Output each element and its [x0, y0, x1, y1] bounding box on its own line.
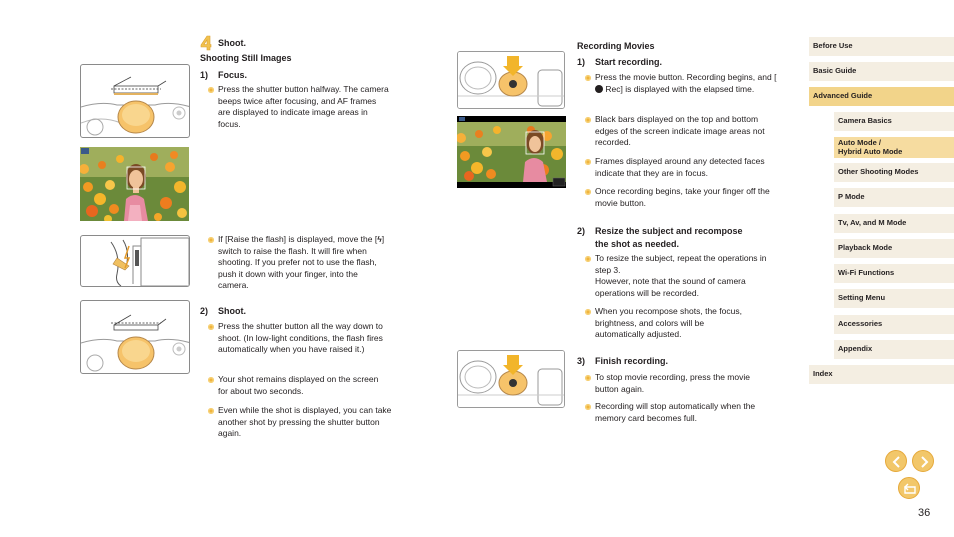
shoot-bullet-2: Your shot remains displayed on the screen for about two seconds. [218, 374, 390, 397]
movie-button-illustration-start [457, 51, 565, 109]
finish-step-title: Finish recording. [595, 356, 669, 366]
start-recording-heading [577, 57, 662, 67]
return-icon [899, 478, 921, 500]
step-number-icon [198, 35, 212, 51]
flash-bullet-text-b: ] switch to raise the flash. It will fire when shooting. If you prefer not to use the flash, push it down with your finger, into the camera. [218, 234, 385, 290]
start-step-title: Start recording. [595, 57, 663, 67]
focus-bullet: Press the shutter button halfway. The camera beeps twice after focusing, and AF frames are displayed to indicate image areas in focus. [218, 84, 389, 129]
section-title-still: Shooting Still Images [200, 53, 292, 63]
nav-wifi-functions[interactable]: Wi-Fi Functions [834, 264, 954, 283]
flash-icon: ϟ [377, 234, 382, 244]
step-title: Shoot. [218, 38, 246, 48]
resize-step-title-2: the shot as needed. [595, 239, 680, 249]
focus-step-number: 1) [200, 70, 209, 80]
shoot-step-heading [200, 306, 246, 316]
resize-step-heading [577, 225, 743, 251]
movie-recording-screen [457, 116, 566, 188]
shoot-step-title: Shoot. [218, 306, 246, 316]
flash-switch-illustration [80, 235, 190, 287]
shutter-full-press-illustration [80, 300, 190, 374]
page-number: 36 [918, 507, 931, 519]
nav-other-shooting-modes[interactable]: Other Shooting Modes [834, 163, 954, 182]
nav-before-use[interactable]: Before Use [809, 37, 954, 56]
arrow-right-icon [913, 451, 935, 473]
finish-step-heading [577, 356, 668, 366]
section-title-movies: Recording Movies [577, 41, 655, 51]
start-step-number: 1) [577, 57, 586, 67]
nav-playback-mode[interactable]: Playback Mode [834, 239, 954, 258]
start-bullet-3: Frames displayed around any detected faces indicate that they are in focus. [595, 156, 770, 179]
resize-bullet-2: When you recompose shots, the focus, brightness, and colors will be automatically adjusted. [595, 306, 755, 341]
nav-index[interactable]: Index [809, 365, 954, 384]
resize-bullet-1 [595, 253, 770, 299]
nav-advanced-guide[interactable]: Advanced Guide [809, 87, 954, 106]
nav-basic-guide[interactable]: Basic Guide [809, 62, 954, 81]
focus-step-title: Focus. [218, 70, 248, 80]
nav-camera-basics[interactable]: Camera Basics [834, 112, 954, 131]
nav-appendix[interactable]: Appendix [834, 340, 954, 359]
resize-bullet-1-line-1: To resize the subject, repeat the operations in step 3. [595, 253, 767, 275]
start-bullet-1-text-a: Press the movie button. Recording begins, and [ [595, 72, 777, 82]
previous-page-button[interactable] [885, 450, 907, 472]
af-frame-photo-preview [80, 147, 189, 221]
shoot-bullet-3: Even while the shot is displayed, you can take another shot by pressing the shutter button again. [218, 405, 394, 440]
finish-bullet-1: To stop movie recording, press the movie button again. [595, 372, 775, 395]
start-bullet-1-text-b: Rec] is displayed with the elapsed time. [603, 83, 755, 94]
resize-step-title-1: Resize the subject and recompose [595, 226, 743, 236]
resize-step-number: 2) [577, 226, 586, 236]
nav-accessories[interactable]: Accessories [834, 315, 954, 334]
arrow-left-icon [886, 451, 908, 473]
nav-setting-menu[interactable]: Setting Menu [834, 289, 954, 308]
start-bullet-4: Once recording begins, take your finger off the movie button. [595, 186, 773, 209]
next-page-button[interactable] [912, 450, 934, 472]
nav-auto-mode[interactable]: Auto Mode / Hybrid Auto Mode [834, 137, 954, 158]
flash-bullet [218, 234, 390, 292]
finish-step-number: 3) [577, 356, 586, 366]
resize-bullet-1-line-2: However, note that the sound of camera operations will be recorded. [595, 276, 746, 298]
nav-tv-av-m-mode[interactable]: Tv, Av, and M Mode [834, 214, 954, 233]
shoot-step-number: 2) [200, 306, 209, 316]
finish-bullet-2: Recording will stop automatically when the memory card becomes full. [595, 401, 767, 424]
movie-button-illustration-stop [457, 350, 565, 408]
start-bullet-2: Black bars displayed on the top and bottom edges of the screen indicate image areas not recorded. [595, 114, 767, 149]
record-dot-icon [595, 85, 603, 93]
nav-p-mode[interactable]: P Mode [834, 188, 954, 207]
flash-bullet-text-a: If [Raise the flash] is displayed, move the [ [218, 234, 378, 244]
focus-step-heading [200, 70, 247, 80]
return-button[interactable] [898, 477, 920, 499]
start-bullet-1 [595, 72, 777, 95]
shoot-bullet-1: Press the shutter button all the way down to shoot. (In low-light conditions, the flash fires automatically when you have raised it.) [218, 321, 396, 356]
shutter-half-press-illustration [80, 64, 190, 138]
